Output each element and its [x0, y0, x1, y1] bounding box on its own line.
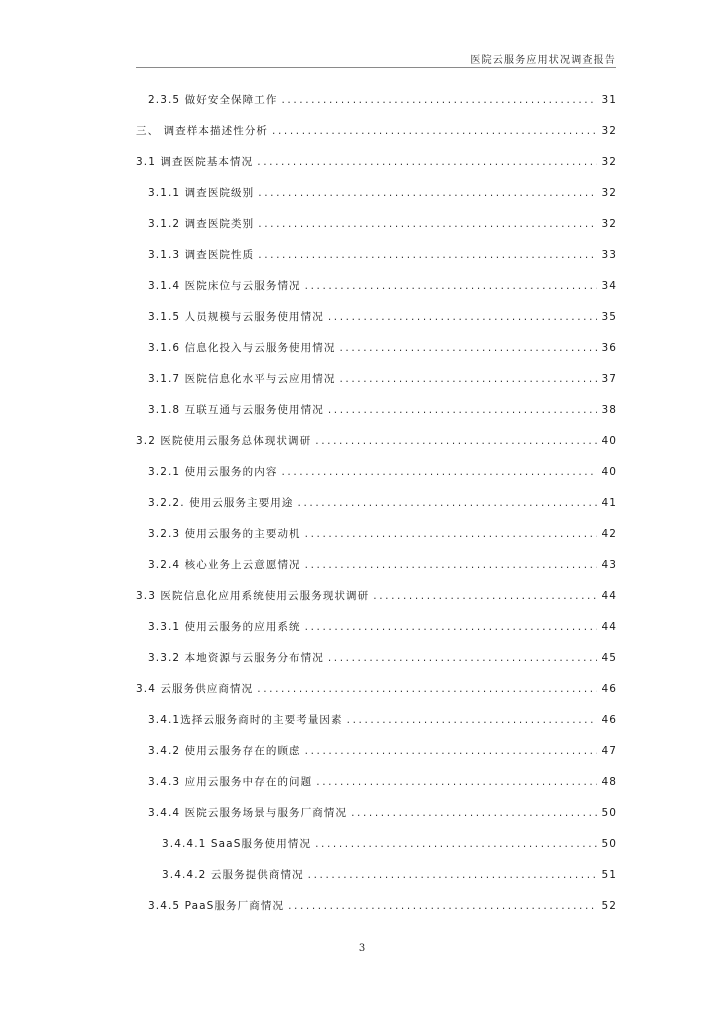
toc-entry[interactable] — [136, 371, 617, 402]
table-of-contents — [136, 92, 617, 929]
toc-entry[interactable] — [136, 247, 617, 278]
toc-entry-page: 46 — [601, 714, 617, 726]
toc-dot-leader — [339, 342, 597, 354]
toc-dot-leader — [258, 249, 597, 261]
toc-entry[interactable] — [136, 216, 617, 247]
toc-entry-page: 32 — [601, 156, 617, 168]
toc-entry-page: 51 — [601, 869, 617, 881]
toc-entry-page: 36 — [601, 342, 617, 354]
toc-entry-page: 33 — [601, 249, 617, 261]
toc-dot-leader — [351, 807, 597, 819]
toc-entry-title: 3.2.2. 使用云服务主要用途 — [148, 497, 294, 509]
toc-entry-title: 3.1.4 医院床位与云服务情况 — [148, 280, 301, 292]
toc-entry-page: 41 — [601, 497, 617, 509]
toc-entry[interactable] — [136, 495, 617, 526]
toc-entry[interactable] — [136, 619, 617, 650]
toc-dot-leader — [305, 745, 598, 757]
toc-entry-page: 34 — [601, 280, 617, 292]
toc-entry-title: 3.3 医院信息化应用系统使用云服务现状调研 — [136, 590, 370, 602]
toc-entry[interactable] — [136, 526, 617, 557]
toc-entry-page: 42 — [601, 528, 617, 540]
toc-entry-page: 48 — [601, 776, 617, 788]
toc-entry[interactable] — [136, 588, 617, 619]
toc-entry-page: 38 — [601, 404, 617, 416]
toc-entry-page: 40 — [601, 435, 617, 447]
toc-entry-title: 3.2.1 使用云服务的内容 — [148, 466, 278, 478]
toc-entry[interactable] — [136, 402, 617, 433]
toc-dot-leader — [328, 404, 598, 416]
header-rule — [136, 67, 616, 68]
toc-dot-leader — [373, 590, 597, 602]
toc-entry-title: 3.4.4.1 SaaS服务使用情况 — [162, 838, 312, 850]
toc-entry-title: 3.1.3 调查医院性质 — [148, 249, 255, 261]
toc-dot-leader — [288, 900, 597, 912]
toc-entry-title: 3.3.1 使用云服务的应用系统 — [148, 621, 301, 633]
toc-entry-title: 3.1 调查医院基本情况 — [136, 156, 254, 168]
toc-entry-page: 35 — [601, 311, 617, 323]
toc-entry-page: 31 — [601, 94, 617, 106]
toc-entry[interactable] — [136, 433, 617, 464]
toc-entry[interactable] — [136, 867, 617, 898]
toc-dot-leader — [328, 311, 598, 323]
toc-entry-title: 3.4.5 PaaS服务厂商情况 — [148, 900, 285, 912]
toc-entry[interactable] — [136, 557, 617, 588]
toc-entry-title: 2.3.5 做好安全保障工作 — [148, 94, 278, 106]
toc-dot-leader — [281, 466, 597, 478]
toc-entry-title: 3.4.2 使用云服务存在的顾虑 — [148, 745, 301, 757]
toc-entry[interactable] — [136, 743, 617, 774]
toc-entry-page: 52 — [601, 900, 617, 912]
toc-entry-title: 3.4.3 应用云服务中存在的问题 — [148, 776, 313, 788]
toc-entry-title: 3.4.1选择云服务商时的主要考量因素 — [148, 714, 343, 726]
toc-dot-leader — [316, 776, 597, 788]
page-number: 3 — [358, 943, 366, 954]
toc-dot-leader — [258, 187, 597, 199]
toc-dot-leader — [298, 497, 598, 509]
toc-entry-title: 3.1.2 调查医院类别 — [148, 218, 255, 230]
toc-dot-leader — [257, 156, 597, 168]
toc-entry[interactable] — [136, 340, 617, 371]
toc-entry-title: 3.1.6 信息化投入与云服务使用情况 — [148, 342, 336, 354]
toc-entry-title: 3.2 医院使用云服务总体现状调研 — [136, 435, 312, 447]
toc-entry[interactable] — [136, 712, 617, 743]
toc-dot-leader — [305, 280, 598, 292]
toc-dot-leader — [339, 373, 597, 385]
toc-dot-leader — [315, 435, 597, 447]
toc-entry-title: 3.1.7 医院信息化水平与云应用情况 — [148, 373, 336, 385]
toc-entry[interactable] — [136, 92, 617, 123]
toc-entry[interactable] — [136, 185, 617, 216]
toc-entry-page: 47 — [601, 745, 617, 757]
toc-entry-title: 3.1.1 调查医院级别 — [148, 187, 255, 199]
toc-entry[interactable] — [136, 464, 617, 495]
toc-entry[interactable] — [136, 123, 617, 154]
toc-entry-page: 45 — [601, 652, 617, 664]
toc-dot-leader — [308, 869, 598, 881]
toc-entry-page: 50 — [601, 838, 617, 850]
toc-entry-page: 50 — [601, 807, 617, 819]
toc-dot-leader — [305, 559, 598, 571]
toc-entry-title: 3.3.2 本地资源与云服务分布情况 — [148, 652, 324, 664]
toc-entry-title: 3.4.4 医院云服务场景与服务厂商情况 — [148, 807, 348, 819]
toc-entry[interactable] — [136, 898, 617, 929]
toc-dot-leader — [272, 125, 597, 137]
toc-entry-title: 3.4 云服务供应商情况 — [136, 683, 254, 695]
toc-entry[interactable] — [136, 681, 617, 712]
toc-dot-leader — [258, 218, 597, 230]
toc-entry[interactable] — [136, 650, 617, 681]
toc-entry-page: 32 — [601, 125, 617, 137]
toc-entry-page: 32 — [601, 187, 617, 199]
toc-entry-page: 44 — [601, 621, 617, 633]
toc-dot-leader — [281, 94, 597, 106]
toc-entry-title: 3.2.4 核心业务上云意愿情况 — [148, 559, 301, 571]
toc-entry-title: 3.2.3 使用云服务的主要动机 — [148, 528, 301, 540]
toc-entry-page: 32 — [601, 218, 617, 230]
toc-entry-title: 3.1.8 互联互通与云服务使用情况 — [148, 404, 324, 416]
toc-entry-page: 43 — [601, 559, 617, 571]
toc-entry-page: 44 — [601, 590, 617, 602]
toc-dot-leader — [328, 652, 598, 664]
toc-entry[interactable] — [136, 309, 617, 340]
toc-entry-title: 3.1.5 人员规模与云服务使用情况 — [148, 311, 324, 323]
toc-dot-leader — [305, 621, 598, 633]
toc-dot-leader — [305, 528, 598, 540]
toc-entry[interactable] — [136, 154, 617, 185]
toc-dot-leader — [347, 714, 598, 726]
toc-entry[interactable] — [136, 805, 617, 836]
toc-entry[interactable] — [136, 774, 617, 805]
toc-dot-leader — [315, 838, 597, 850]
toc-dot-leader — [257, 683, 597, 695]
toc-entry[interactable] — [136, 836, 617, 867]
toc-entry-title: 三、 调查样本描述性分析 — [136, 125, 269, 137]
running-header: 医院云服务应用状况调查报告 — [470, 55, 616, 66]
toc-entry-title: 3.4.4.2 云服务提供商情况 — [162, 869, 304, 881]
toc-entry-page: 46 — [601, 683, 617, 695]
toc-entry[interactable] — [136, 278, 617, 309]
toc-entry-page: 37 — [601, 373, 617, 385]
toc-entry-page: 40 — [601, 466, 617, 478]
